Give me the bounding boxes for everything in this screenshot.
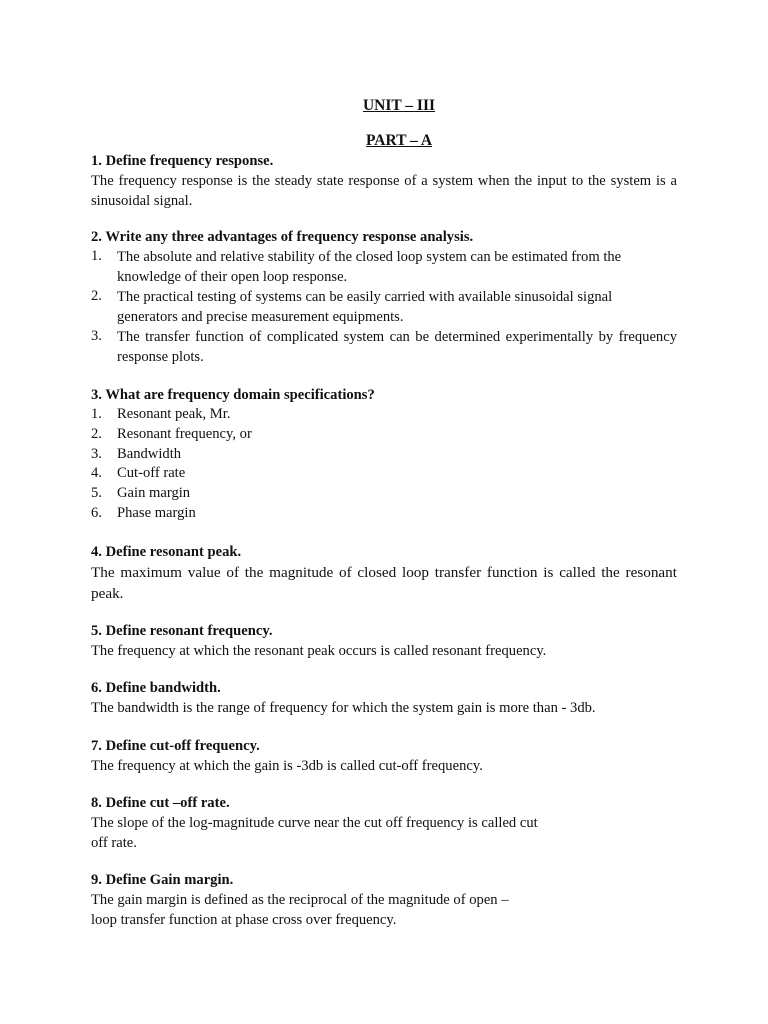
- question-5: [91, 621, 677, 661]
- question-title: 1. Define frequency response.: [91, 153, 274, 169]
- question-title: 9. Define Gain margin.: [91, 872, 234, 888]
- list-text: Gain margin: [117, 485, 191, 502]
- part-heading: PART – A: [365, 132, 433, 149]
- list-number: 3.: [91, 328, 102, 344]
- advantages-list: [91, 247, 677, 367]
- question-1: [91, 151, 677, 211]
- list-item: [91, 445, 677, 465]
- answer-text: The frequency at which the resonant peak occurs is called resonant frequency.: [91, 643, 547, 659]
- list-item: [91, 287, 677, 327]
- question-4: [91, 542, 677, 604]
- answer-text: The bandwidth is the range of frequency for which the system gain is more than - 3db.: [91, 700, 596, 716]
- list-number: 4.: [91, 465, 102, 482]
- answer-text: The frequency response is the steady state response of a system when the input to the system is a sinusoidal signal.: [91, 173, 677, 209]
- list-text: The absolute and relative stability of the closed loop system can be estimated from the knowledge of their open loop response.: [117, 249, 622, 285]
- list-number: 5.: [91, 485, 102, 502]
- answer-text: The frequency at which the gain is -3db is called cut-off frequency.: [91, 758, 483, 774]
- list-item: [91, 247, 677, 287]
- answer-text: The maximum value of the magnitude of closed loop transfer function is called the resonant peak.: [91, 564, 677, 602]
- question-8: [91, 793, 677, 853]
- question-title: 7. Define cut-off frequency.: [91, 738, 260, 754]
- list-number: 3.: [91, 445, 102, 462]
- list-text: Phase margin: [117, 504, 196, 521]
- unit-heading: UNIT – III: [362, 97, 436, 114]
- list-item: [91, 405, 677, 425]
- question-6: [91, 678, 677, 718]
- list-text: Resonant frequency, or: [117, 425, 252, 442]
- list-number: 6.: [91, 504, 102, 521]
- question-7: [91, 736, 677, 776]
- list-number: 1.: [91, 406, 102, 422]
- question-2: [91, 227, 677, 367]
- list-text: Resonant peak, Mr.: [117, 406, 231, 422]
- list-item: [91, 484, 677, 504]
- answer-text: The slope of the log-magnitude curve near the cut off frequency is called cut off rate.: [91, 815, 538, 851]
- list-item: [91, 425, 677, 445]
- list-item: [91, 327, 677, 367]
- question-3: [91, 385, 677, 524]
- question-9: [91, 870, 677, 930]
- list-number: 2.: [91, 425, 102, 442]
- list-number: 1.: [91, 248, 102, 264]
- question-title: 5. Define resonant frequency.: [91, 623, 273, 639]
- specifications-list: [91, 405, 677, 524]
- list-text: Bandwidth: [117, 445, 182, 462]
- question-title: 4. Define resonant peak.: [91, 544, 242, 560]
- answer-text: The gain margin is defined as the reciprocal of the magnitude of open – loop transfer function at phase cross over frequency.: [91, 892, 509, 928]
- list-number: 2.: [91, 288, 102, 304]
- list-text: The transfer function of complicated system can be determined experimentally by frequency response plots.: [117, 329, 677, 365]
- list-item: [91, 504, 677, 524]
- question-title: 6. Define bandwidth.: [91, 680, 221, 696]
- question-title: 2. Write any three advantages of frequency response analysis.: [91, 229, 474, 245]
- question-title: 8. Define cut –off rate.: [91, 795, 230, 811]
- question-title: 3. What are frequency domain specifications?: [91, 387, 375, 403]
- list-text: Cut-off rate: [117, 465, 186, 482]
- list-text: The practical testing of systems can be easily carried with available sinusoidal signal generators and precise measurement equipments.: [117, 289, 613, 325]
- list-item: [91, 464, 677, 484]
